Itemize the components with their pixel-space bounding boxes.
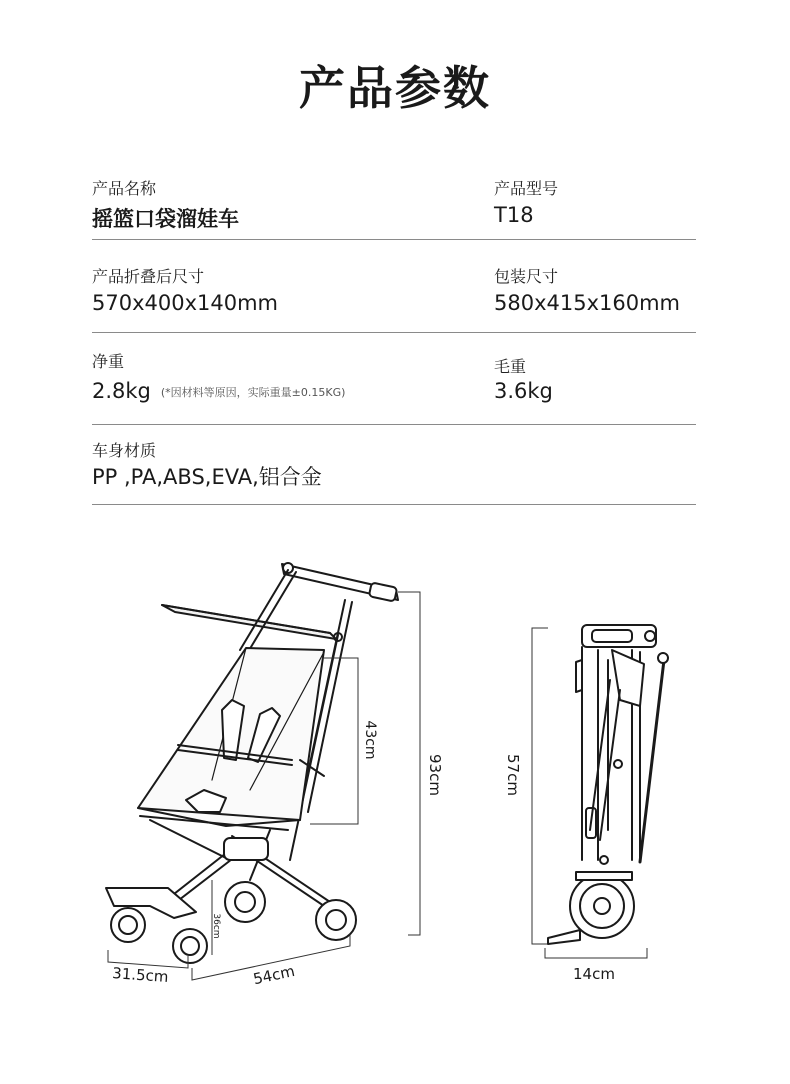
model-label: 产品型号 [494, 179, 559, 198]
package-size-value: 580x415x160mm [494, 291, 681, 315]
material-value: PP ,PA,ABS,EVA,铝合金 [92, 465, 322, 489]
package-size-label: 包装尺寸 [494, 267, 559, 286]
folded-size-label: 产品折叠后尺寸 [92, 267, 205, 286]
gross-weight-label: 毛重 [494, 357, 527, 376]
wheel [225, 882, 265, 922]
folded-height-label: 57cm [504, 754, 522, 796]
folded-stroller [548, 625, 668, 944]
seat [138, 648, 324, 830]
total-height-dimension-line [398, 592, 420, 935]
seat-height-label: 43cm [362, 720, 378, 760]
folded-width-dimension-line [545, 948, 647, 958]
net-weight-value: 2.8kg [92, 379, 151, 403]
page-title: 产品参数 [299, 61, 491, 115]
gross-weight-value: 3.6kg [494, 379, 553, 403]
seat-ground-label: 36cm [211, 913, 221, 939]
wheel [111, 908, 145, 942]
net-weight-label: 净重 [92, 352, 125, 371]
wheel [173, 929, 207, 963]
total-height-label: 93cm [426, 754, 444, 796]
folded-width-label: 14cm [573, 965, 615, 983]
product-name-label: 产品名称 [92, 179, 157, 198]
product-name-value: 摇篮口袋溜娃车 [92, 207, 239, 231]
front-width-label: 31.5cm [111, 964, 170, 986]
folded-size-value: 570x400x140mm [92, 291, 279, 315]
net-weight-note: (*因材料等原因，实际重量±0.15KG) [160, 386, 346, 399]
model-value: T18 [494, 203, 534, 227]
folded-height-dimension-line [532, 628, 548, 944]
length-label: 54cm [251, 961, 297, 989]
handle-bar [282, 563, 398, 602]
material-label: 车身材质 [92, 441, 157, 460]
